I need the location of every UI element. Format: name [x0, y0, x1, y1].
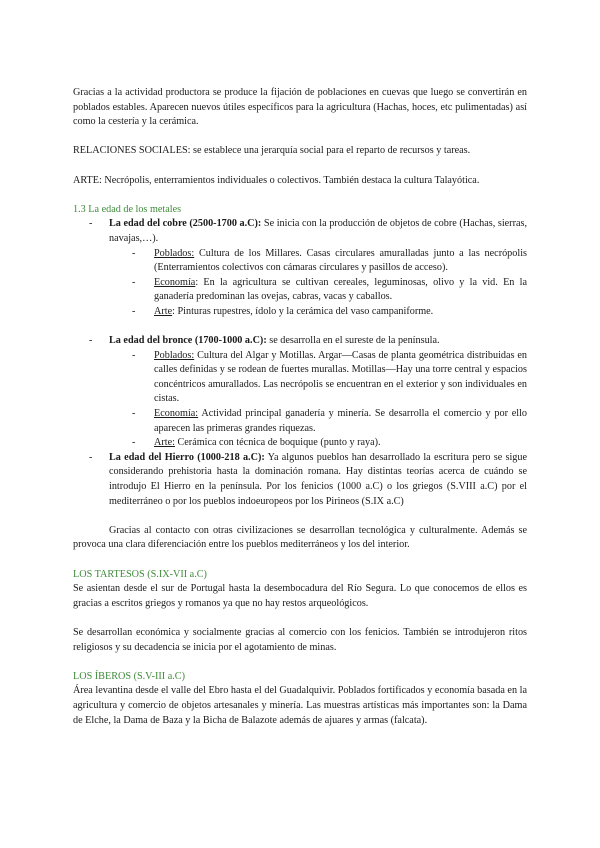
intro-paragraph: Gracias a la actividad productora se produce la fijación de poblaciones en cuevas que luego se convertirán en poblados estables. Aparecen nuevos útiles específicos para la agricultura (Hachas, hoces, etc pulimentadas) así como la cestería y la cerámica. — [73, 87, 527, 128]
list-item-bronce — [73, 334, 527, 349]
bullet-dash: - — [132, 437, 136, 449]
contacto-paragraph: Gracias al contacto con otras civilizaciones se desarrollan tecnológica y culturalmente. Además se provoca una clara diferenciación entre los pueblos mediterráneos y los del interior. — [73, 524, 527, 551]
sub-item-text: : En la agricultura se cultivan cereales, leguminosas, olivo y la vid. En la ganadería predominan las ovejas, cabras, vacas y caballos. — [154, 276, 527, 303]
list-item-hierro — [73, 451, 527, 509]
section-heading-iberos: LOS ÍBEROS (S.V-III a.C) — [73, 670, 185, 682]
sub-item-text: : Pinturas rupestres, ídolo y la cerámica del vaso campaniforme. — [172, 305, 434, 317]
sub-item-text: Cultura de los Millares. Casas circulares amuralladas junto a las necrópolis (Enterramientos colectivos con cámaras circulares y pasillos de acceso). — [154, 247, 527, 274]
sub-item-label: Poblados: — [154, 349, 195, 361]
cobre-text: Se inicia con la producción de objetos de cobre (Hachas, sierras, navajas,…). — [109, 218, 527, 244]
bullet-dash: - — [132, 247, 136, 259]
hierro-text: Ya algunos pueblos han desarrollado la escritura pero se sigue considerando prehistoria hasta la dominación romana. Hay distintas teorías acerca de cuándo se introdujo El Hierro en la península. Por los fenicios (1000 a.C) o los griegos (S.VIII a.C) por el mediterráneo o por los pueblos indoeuropeos por los Pirineos (S.IX a.C) — [109, 451, 528, 507]
tartesos-paragraph-1: Se asientan desde el sur de Portugal hasta la desembocadura del Río Segura. Lo que conocemos de ellos es gracias a escritos griegos y romanos ya que no hay restos arqueológicos. — [73, 583, 527, 609]
sub-item-text: Cerámica con técnica de boquique (punto y raya). — [174, 437, 381, 449]
sub-item-text: Cultura del Algar y Motillas. Argar—Casas de planta geométrica distribuidas en calles definidas y se rodean de fuertes murallas. Motillas—Hay una torre central y espacios concéntricos amurallados. Las necrópolis se encuentran en el exterior y son individuales en cistas. — [154, 349, 527, 405]
sub-item-label: Poblados: — [154, 247, 195, 259]
sub-item-bronce-poblados — [73, 349, 527, 407]
sub-item-bronce-economia — [73, 407, 527, 436]
bullet-dash: - — [89, 218, 93, 230]
bronce-text: se desarrolla en el sureste de la península. — [266, 335, 440, 347]
sub-item-label: Economía — [154, 276, 196, 288]
list-item-cobre — [73, 217, 527, 246]
section-heading-tartesos: LOS TARTESOS (S.IX-VII a.C) — [73, 568, 207, 580]
tartesos-paragraph-2: Se desarrollan económica y socialmente gracias al comercio con los fenicios. También se introdujeron ritos religiosos y su decadencia se inicia por el agotamiento de minas. — [73, 626, 527, 653]
sub-item-cobre-economia — [73, 276, 527, 305]
sub-item-text: Actividad principal ganadería y minería. Se desarrolla el comercio y por ello aparecen las primeras grandes riquezas. — [154, 408, 527, 434]
bronce-label: La edad del bronce (1700-1000 a.C): — [109, 335, 267, 347]
bullet-dash: - — [89, 451, 93, 463]
sub-item-cobre-poblados — [73, 247, 527, 276]
sub-item-label: Arte — [154, 305, 173, 317]
arte-paragraph: ARTE: Necrópolis, enterramientos individuales o colectivos. También destaca la cultura Talayótica. — [73, 174, 480, 186]
bullet-dash: - — [132, 276, 136, 288]
sub-item-cobre-arte — [73, 305, 527, 320]
bullet-dash: - — [132, 408, 136, 420]
hierro-label: La edad del Hierro (1000-218 a.C): — [109, 451, 265, 463]
section-heading-metales: 1.3 La edad de los metales — [73, 203, 182, 215]
bullet-dash: - — [132, 305, 136, 317]
sub-item-bronce-arte — [73, 436, 527, 451]
sub-item-label: Economía: — [154, 408, 199, 420]
bullet-dash: - — [132, 349, 136, 361]
iberos-paragraph-1: Área levantina desde el valle del Ebro hasta el del Guadalquivir. Poblados fortificados y economía basada en la agricultura y comercio de objetos artesanales y minería. Las muestras artísticas más importantes son: la Dama de Elche, la Dama de Baza y la Bicha de Balazote además de ajuares y armas (falcata). — [73, 685, 527, 726]
cobre-label: La edad del cobre (2500-1700 a.C): — [109, 218, 262, 230]
sub-item-label: Arte: — [154, 437, 175, 449]
bullet-dash: - — [89, 335, 93, 347]
relaciones-paragraph: RELACIONES SOCIALES: se establece una jerarquía social para el reparto de recursos y tareas. — [73, 145, 471, 157]
document-page — [73, 86, 527, 728]
